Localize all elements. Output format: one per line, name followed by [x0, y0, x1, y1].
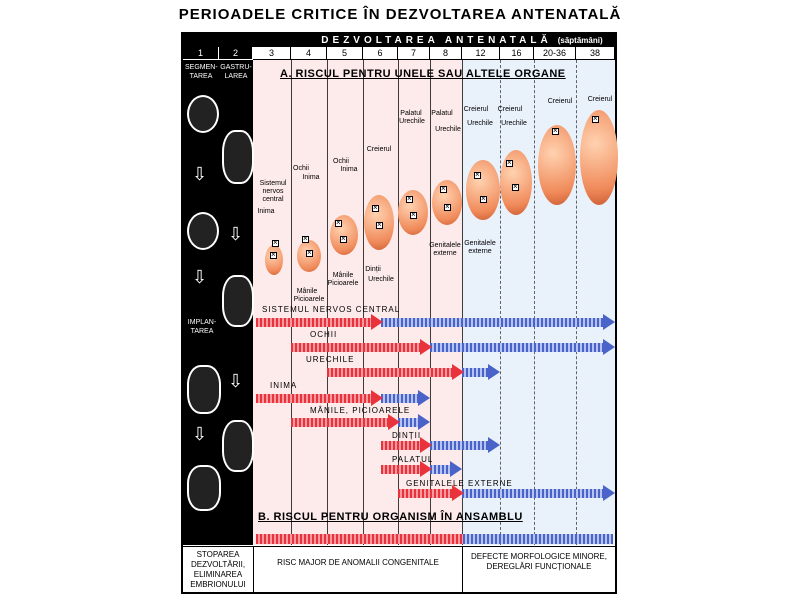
fetus-week-20-36-image [538, 125, 576, 205]
label-ochii: Ochii [333, 158, 349, 165]
label-inima: Inima [302, 174, 320, 181]
minor-risk-bar [462, 368, 488, 377]
label-inima: Inima [340, 166, 358, 173]
embryo-disc-image [222, 420, 254, 472]
outcome-defecte-minore: DEFECTE MORFOLOGICE MINORE, DEREGLĂRI FUNCȚIONALE [470, 552, 607, 571]
fetus-week-12-image [466, 160, 500, 220]
risk-marker [444, 204, 451, 211]
week-5-cell: 5 [327, 47, 363, 60]
outcome-divider [462, 546, 463, 592]
bar-label-urechile: URECHILE [306, 355, 355, 364]
header-band-text: DEZVOLTAREA ANTENATALĂ [321, 35, 552, 46]
week-6-cell: 6 [363, 47, 398, 60]
morula-image [187, 212, 219, 250]
minor-risk-arrowhead [603, 485, 615, 501]
outcome-risc-major: RISC MAJOR DE ANOMALII CONGENITALE [277, 558, 439, 567]
minor-risk-bar [430, 343, 603, 352]
week-3-cell: 3 [253, 47, 291, 60]
label-creierul: Creierul [497, 106, 523, 113]
risk-marker [592, 116, 599, 123]
week-7-cell: 7 [398, 47, 430, 60]
minor-risk-arrowhead [418, 414, 430, 430]
risk-marker [410, 212, 417, 219]
week-gridline [576, 60, 578, 545]
bar-label-maini: MÂNILE, PICIOARELE [310, 406, 411, 415]
major-risk-bar [291, 343, 420, 352]
week-38-cell: 38 [576, 47, 615, 60]
minor-risk-bar [398, 418, 418, 427]
section-a-title: A. RISCUL PENTRU UNELE SAU ALTELE ORGANE [280, 68, 566, 80]
risk-marker [506, 160, 513, 167]
major-risk-bar [256, 394, 371, 403]
label-palatul: Palatul [431, 110, 453, 117]
week-gridline [327, 60, 328, 545]
minor-risk-arrowhead [603, 339, 615, 355]
risk-marker [406, 196, 413, 203]
label-urechile: Urechile [435, 126, 461, 133]
major-risk-arrowhead [388, 414, 400, 430]
week-8-cell: 8 [430, 47, 462, 60]
risk-marker [474, 172, 481, 179]
label-urechile: Urechile [467, 120, 493, 127]
label-creierul: Creierul [547, 98, 573, 105]
label-creierul: Creierul [366, 146, 392, 153]
week-gridline [534, 60, 536, 545]
bar-label-inima: INIMA [270, 381, 298, 390]
bar-label-palatul: PALATUL [392, 455, 434, 464]
blastocyst-image [222, 275, 254, 327]
label-picioarele: Picioarele [327, 280, 359, 287]
major-risk-arrowhead [420, 437, 432, 453]
risk-marker [372, 205, 379, 212]
week-16-cell: 16 [500, 47, 534, 60]
minor-risk-bar [381, 394, 418, 403]
down-arrow-icon: ⇩ [192, 267, 208, 287]
label-genitalele: Genitalele externe [429, 242, 461, 257]
risk-marker [512, 184, 519, 191]
major-risk-bar [327, 368, 452, 377]
implanted-embryo-image [187, 465, 221, 511]
major-risk-arrowhead [420, 461, 432, 477]
risk-marker [440, 186, 447, 193]
risk-marker [552, 128, 559, 135]
risk-marker [270, 252, 277, 259]
week-1-cell: 1 [183, 47, 219, 60]
risk-marker [340, 236, 347, 243]
risk-marker [335, 220, 342, 227]
week-gridline [363, 60, 364, 545]
label-palatul: Palatul [400, 110, 422, 117]
label-manile: Mânile [296, 288, 318, 295]
header-units: (săptămâni) [557, 36, 603, 45]
week-gridline [500, 60, 502, 545]
label-inima: Inima [257, 208, 275, 215]
minor-risk-bar [381, 318, 603, 327]
risk-marker [306, 250, 313, 257]
outcome-divider [253, 546, 254, 592]
label-picioarele: Picioarele [293, 296, 325, 303]
label-ochii: Ochii [293, 165, 309, 172]
stage-segmentarea-label: SEGMEN-TAREA [185, 64, 218, 80]
major-risk-bar [381, 441, 420, 450]
major-risk-arrowhead [452, 364, 464, 380]
bar-label-ochii: OCHII [310, 330, 338, 339]
bar-label-snc: SISTEMUL NERVOS CENTRAL [262, 305, 401, 314]
major-risk-arrowhead [452, 485, 464, 501]
week-2-cell: 2 [219, 47, 253, 60]
header-band-label [258, 34, 615, 47]
organism-minor-risk-bar [463, 534, 613, 544]
organism-major-risk-bar [256, 534, 463, 544]
down-arrow-icon: ⇩ [192, 164, 208, 184]
label-manile: Mânile [332, 272, 354, 279]
bar-label-dintii: DINȚII [392, 431, 422, 440]
outcome-stoparea: STOPAREA DEZVOLTĂRII, ELIMINAREA EMBRIONULUI [190, 550, 246, 589]
risk-marker [376, 222, 383, 229]
label-creierul: Creierul [463, 106, 489, 113]
zygote-image [187, 95, 219, 133]
minor-risk-arrowhead [488, 364, 500, 380]
week-4-cell: 4 [291, 47, 327, 60]
label-creierul: Creierul [587, 96, 613, 103]
minor-risk-bar [430, 465, 450, 474]
risk-marker [302, 236, 309, 243]
down-arrow-icon: ⇩ [228, 224, 244, 244]
down-arrow-icon: ⇩ [228, 371, 244, 391]
week-12-cell: 12 [462, 47, 500, 60]
minor-risk-arrowhead [450, 461, 462, 477]
major-risk-arrowhead [420, 339, 432, 355]
stage-gastrularea-label: GASTRU-LAREA [220, 64, 252, 80]
major-risk-bar [381, 465, 420, 474]
major-risk-arrowhead [371, 314, 383, 330]
minor-risk-bar [462, 489, 603, 498]
fetus-week-38-image [580, 110, 618, 205]
section-b-title: B. RISCUL PENTRU ORGANISM ÎN ANSAMBLU [258, 511, 523, 523]
stage-implantarea-label: IMPLAN-TAREA [187, 319, 217, 335]
major-risk-bar [398, 489, 452, 498]
gastrula-image [222, 130, 254, 184]
minor-risk-arrowhead [418, 390, 430, 406]
page-title: PERIOADELE CRITICE ÎN DEZVOLTAREA ANTENATALĂ [178, 6, 622, 23]
week-20-36-cell: 20-36 [534, 47, 576, 60]
label-sistemul-nervos: Sistemul nervos central [259, 180, 287, 203]
risk-marker [480, 196, 487, 203]
minor-risk-arrowhead [603, 314, 615, 330]
risk-marker [272, 240, 279, 247]
minor-risk-arrowhead [488, 437, 500, 453]
major-risk-bar [256, 318, 371, 327]
label-dintii: Dinții [365, 266, 381, 273]
bar-label-genitalele: GENITALELE EXTERNE [406, 479, 513, 488]
major-risk-bar [291, 418, 388, 427]
label-genitalele: Genitalele externe [464, 240, 496, 255]
label-urechile: Urechile [368, 276, 394, 283]
minor-risk-bar [430, 441, 488, 450]
implantation-image [187, 365, 221, 414]
label-urechile: Urechile [501, 120, 527, 127]
down-arrow-icon: ⇩ [192, 424, 208, 444]
major-risk-arrowhead [371, 390, 383, 406]
label-urechile: Urechile [399, 118, 425, 125]
